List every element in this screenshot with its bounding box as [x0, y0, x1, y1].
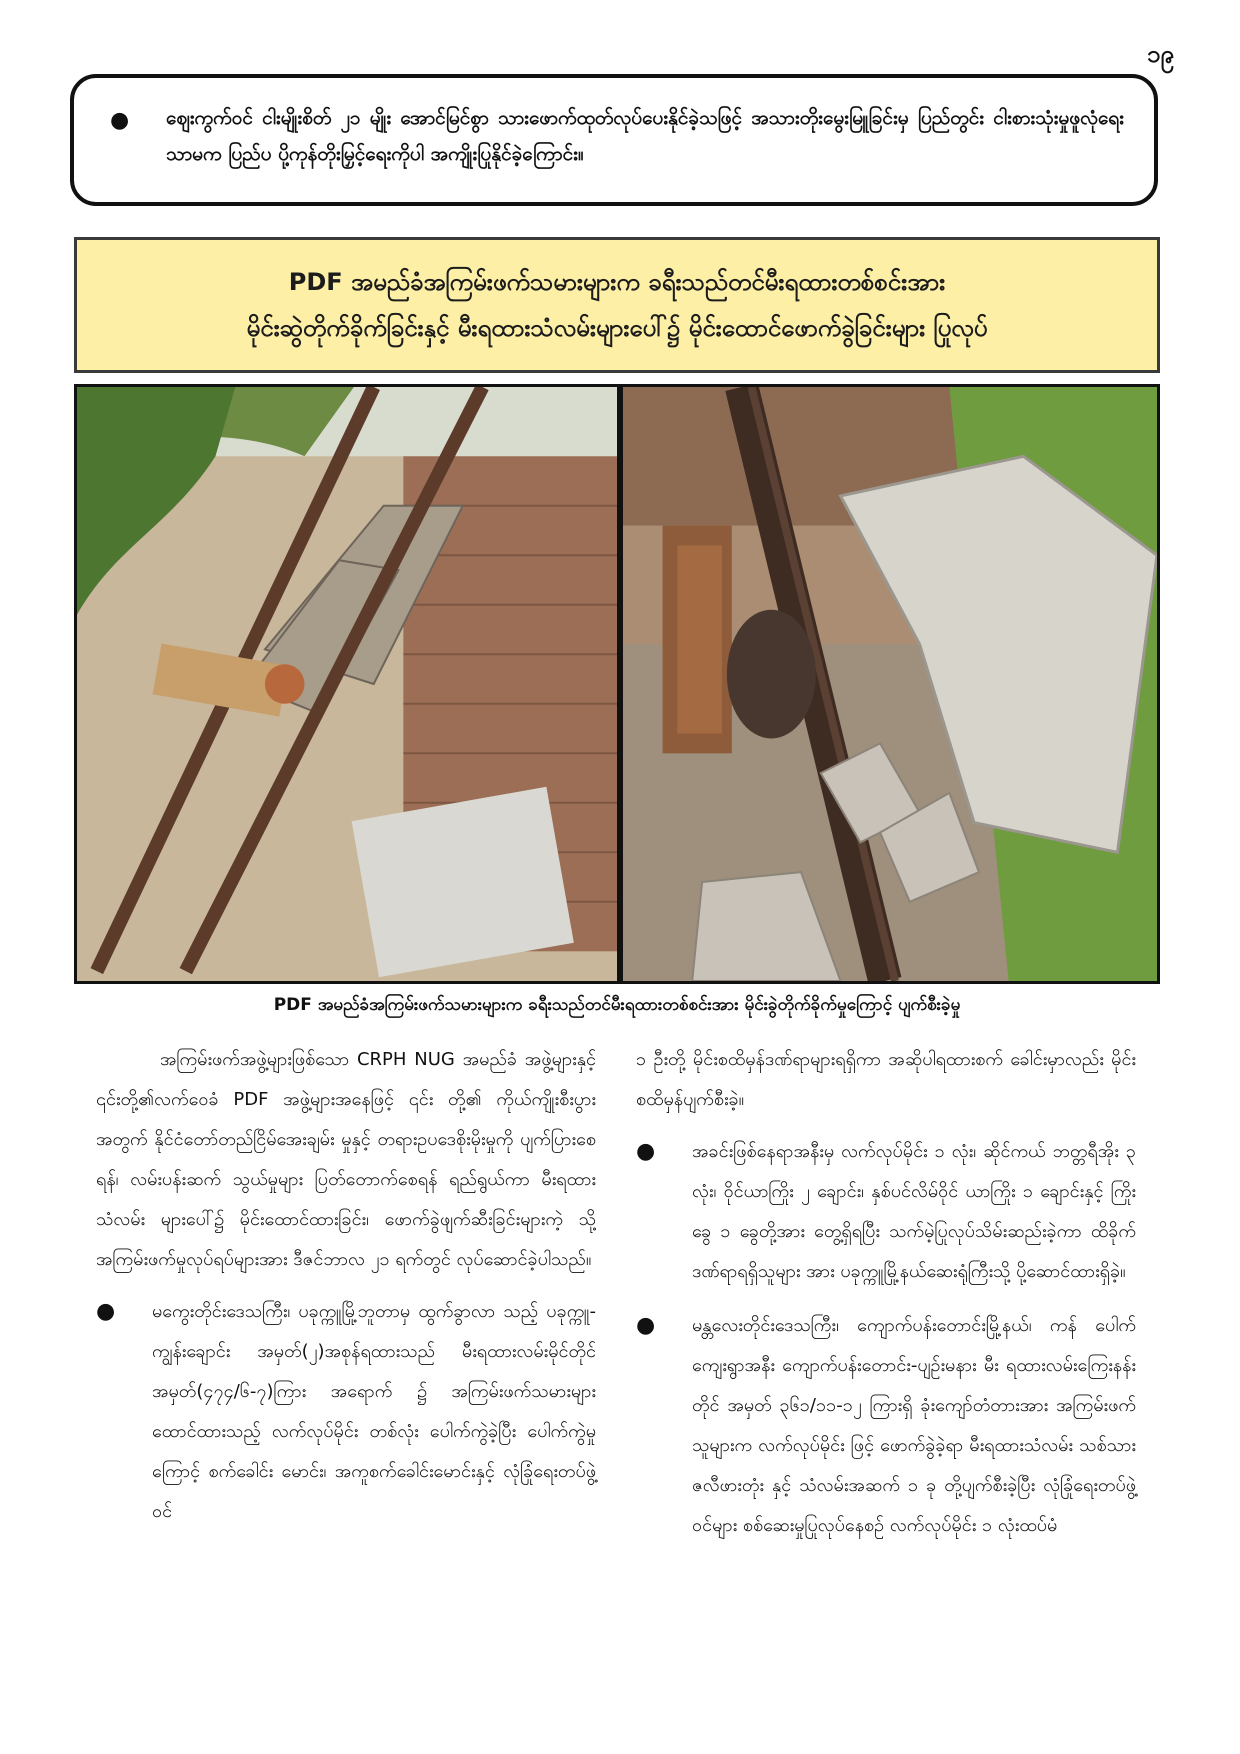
- bullet-3-text: မန္တလေးတိုင်းဒေသကြီး၊ ကျောက်ပန်းတောင်းမြို့နယ်၊ ကန် ပေါက်ကျေးရွာအနီး ကျောက်ပန်းတောင်း-ပျဉ်းမနား မီး ရထားလမ်းကြေးနန်းတိုင် အမှတ် ၃၆၁/၁၁-၁၂ ကြားရှိ ခုံးကျော်တံတားအား အကြမ်းဖက်သူများက လက်လုပ်မိုင်း ဖြင့် ဖောက်ခွဲခဲ့ရာ မီးရထားသံလမ်း သစ်သားဇလီဖားတုံး နှင့် သံလမ်းအဆက် ၁ ခု တို့ပျက်စီးခဲ့ပြီး လုံခြုံရေးတပ်ဖွဲ့ ဝင်များ စစ်ဆေးမှုပြုလုပ်နေစဉ် လက်လုပ်မိုင်း ၁ လုံးထပ်မံ: [692, 1315, 1136, 1536]
- intro-paragraph: အကြမ်းဖက်အဖွဲ့များဖြစ်သော CRPH NUG အမည်ခံ အဖွဲ့များနှင့် ၎င်းတို့၏လက်ဝေခံ PDF အဖွဲ့များအနေဖြင့် ၎င်း တို့၏ ကိုယ်ကျိုးစီးပွားအတွက် နိုင်ငံတော်တည်ငြိမ်အေးချမ်း မှုနှင့် တရားဥပဒေစိုးမိုးမှုကို ပျက်ပြားစေရန်၊ လမ်းပန်းဆက် သွယ်မှုများ ပြတ်တောက်စေရန် ရည်ရွယ်ကာ မီးရထားသံလမ်း များပေါ်၌ မိုင်းထောင်ထားခြင်း၊ ဖောက်ခွဲဖျက်ဆီးခြင်းများကဲ့ သို့ အကြမ်းဖက်မှုလုပ်ရပ်များအား ဒီဇင်ဘာလ ၂၁ ရက်တွင် လုပ်ဆောင်ခဲ့ပါသည်။: [96, 1049, 596, 1270]
- bullet-item-3: [636, 1306, 1136, 1546]
- bullet-icon: ●: [110, 108, 130, 133]
- headline-line-1: PDF အမည်ခံအကြမ်းဖက်သမားများက ခရီးသည်တင်မီးရထားတစ်စင်းအား: [288, 268, 946, 296]
- summary-text: ဈေးကွက်ဝင် ငါးမျိုးစိတ် ၂၁ မျိုး အောင်မြင်စွာ သားဖောက်ထုတ်လုပ်ပေးနိုင်ခဲ့သဖြင့် အသားတိုးမွေးမြူခြင်းမှ ပြည်တွင်း ငါးစားသုံးမှုဖူလုံရေးသာမက ပြည်ပ ပို့ကုန်တိုးမြှင့်ရေးကိုပါ အကျိုးပြုနိုင်ခဲ့ကြောင်း။: [166, 107, 1124, 165]
- bullet-item-1: [96, 1292, 596, 1532]
- summary-box: [70, 74, 1158, 206]
- bullet-1-text: မကွေးတိုင်းဒေသကြီး၊ ပခုက္ကူမြို့ဘူတာမှ ထွက်ခွာလာ သည့် ပခုက္ကူ-ကျွန်းချောင်း အမှတ်(၂)အစုန်ရထားသည် မီးရထားလမ်းမိုင်တိုင် အမှတ်(၄၇၄/၆-၇)ကြား အရောက် ၌ အကြမ်းဖက်သမားများထောင်ထားသည့် လက်လုပ်မိုင်း တစ်လုံး ပေါက်ကွဲခဲ့ပြီး ပေါက်ကွဲမှုကြောင့် စက်ခေါင်း မောင်း၊ အကူစက်ခေါင်းမောင်းနှင့် လုံခြုံရေးတပ်ဖွဲ့ဝင်: [152, 1301, 596, 1522]
- rail-track-explosion-damage-photo: [620, 384, 1160, 984]
- bullet-item-2: [636, 1132, 1136, 1292]
- right-column: [636, 1040, 1136, 1560]
- bullet-2-text: အခင်းဖြစ်နေရာအနီးမှ လက်လုပ်မိုင်း ၁ လုံး၊ ဆိုင်ကယ် ဘတ္တရီအိုး ၃ လုံး၊ ဝိုင်ယာကြိုး ၂ ချောင်း၊ နှစ်ပင်လိမ်ဝိုင် ယာကြိုး ၁ ချောင်းနှင့် ကြိုးခွေ ၁ ခွေတို့အား တွေ့ရှိရပြီး သက်မဲ့ပြုလုပ်သိမ်းဆည်းခဲ့ကာ ထိခိုက်ဒဏ်ရာရရှိသူများ အား ပခုက္ကူမြို့နယ်ဆေးရုံကြီးသို့ ပို့ဆောင်ထားရှိခဲ့။: [692, 1141, 1136, 1282]
- bullet-icon: ●: [96, 1299, 116, 1324]
- continuation-paragraph: ၁ ဦးတို့ မိုင်းစထိမှန်ဒဏ်ရာများရရှိကာ အဆိုပါရထားစက် ခေါင်းမှာလည်း မိုင်းစထိမှန်ပျက်စီးခဲ့။: [636, 1049, 1136, 1110]
- page-number: ၁၉: [1147, 40, 1174, 68]
- railway-bridge-damage-photo: [74, 384, 620, 984]
- headline-box: [74, 237, 1160, 373]
- left-column: [96, 1040, 596, 1546]
- bullet-icon: ●: [636, 1139, 656, 1164]
- bullet-icon: ●: [636, 1313, 656, 1338]
- photo-caption: PDF အမည်ခံအကြမ်းဖက်သမားများက ခရီးသည်တင်မီးရထားတစ်စင်းအား မိုင်းခွဲတိုက်ခိုက်မှုကြောင့် ပျက်စီးခဲ့မှု: [273, 995, 961, 1015]
- headline-line-2: မိုင်းဆွဲတိုက်ခိုက်ခြင်းနှင့် မီးရထားသံလမ်းများပေါ်၌ မိုင်းထောင်ဖောက်ခွဲခြင်းများ ပြုလုပ်: [246, 314, 988, 342]
